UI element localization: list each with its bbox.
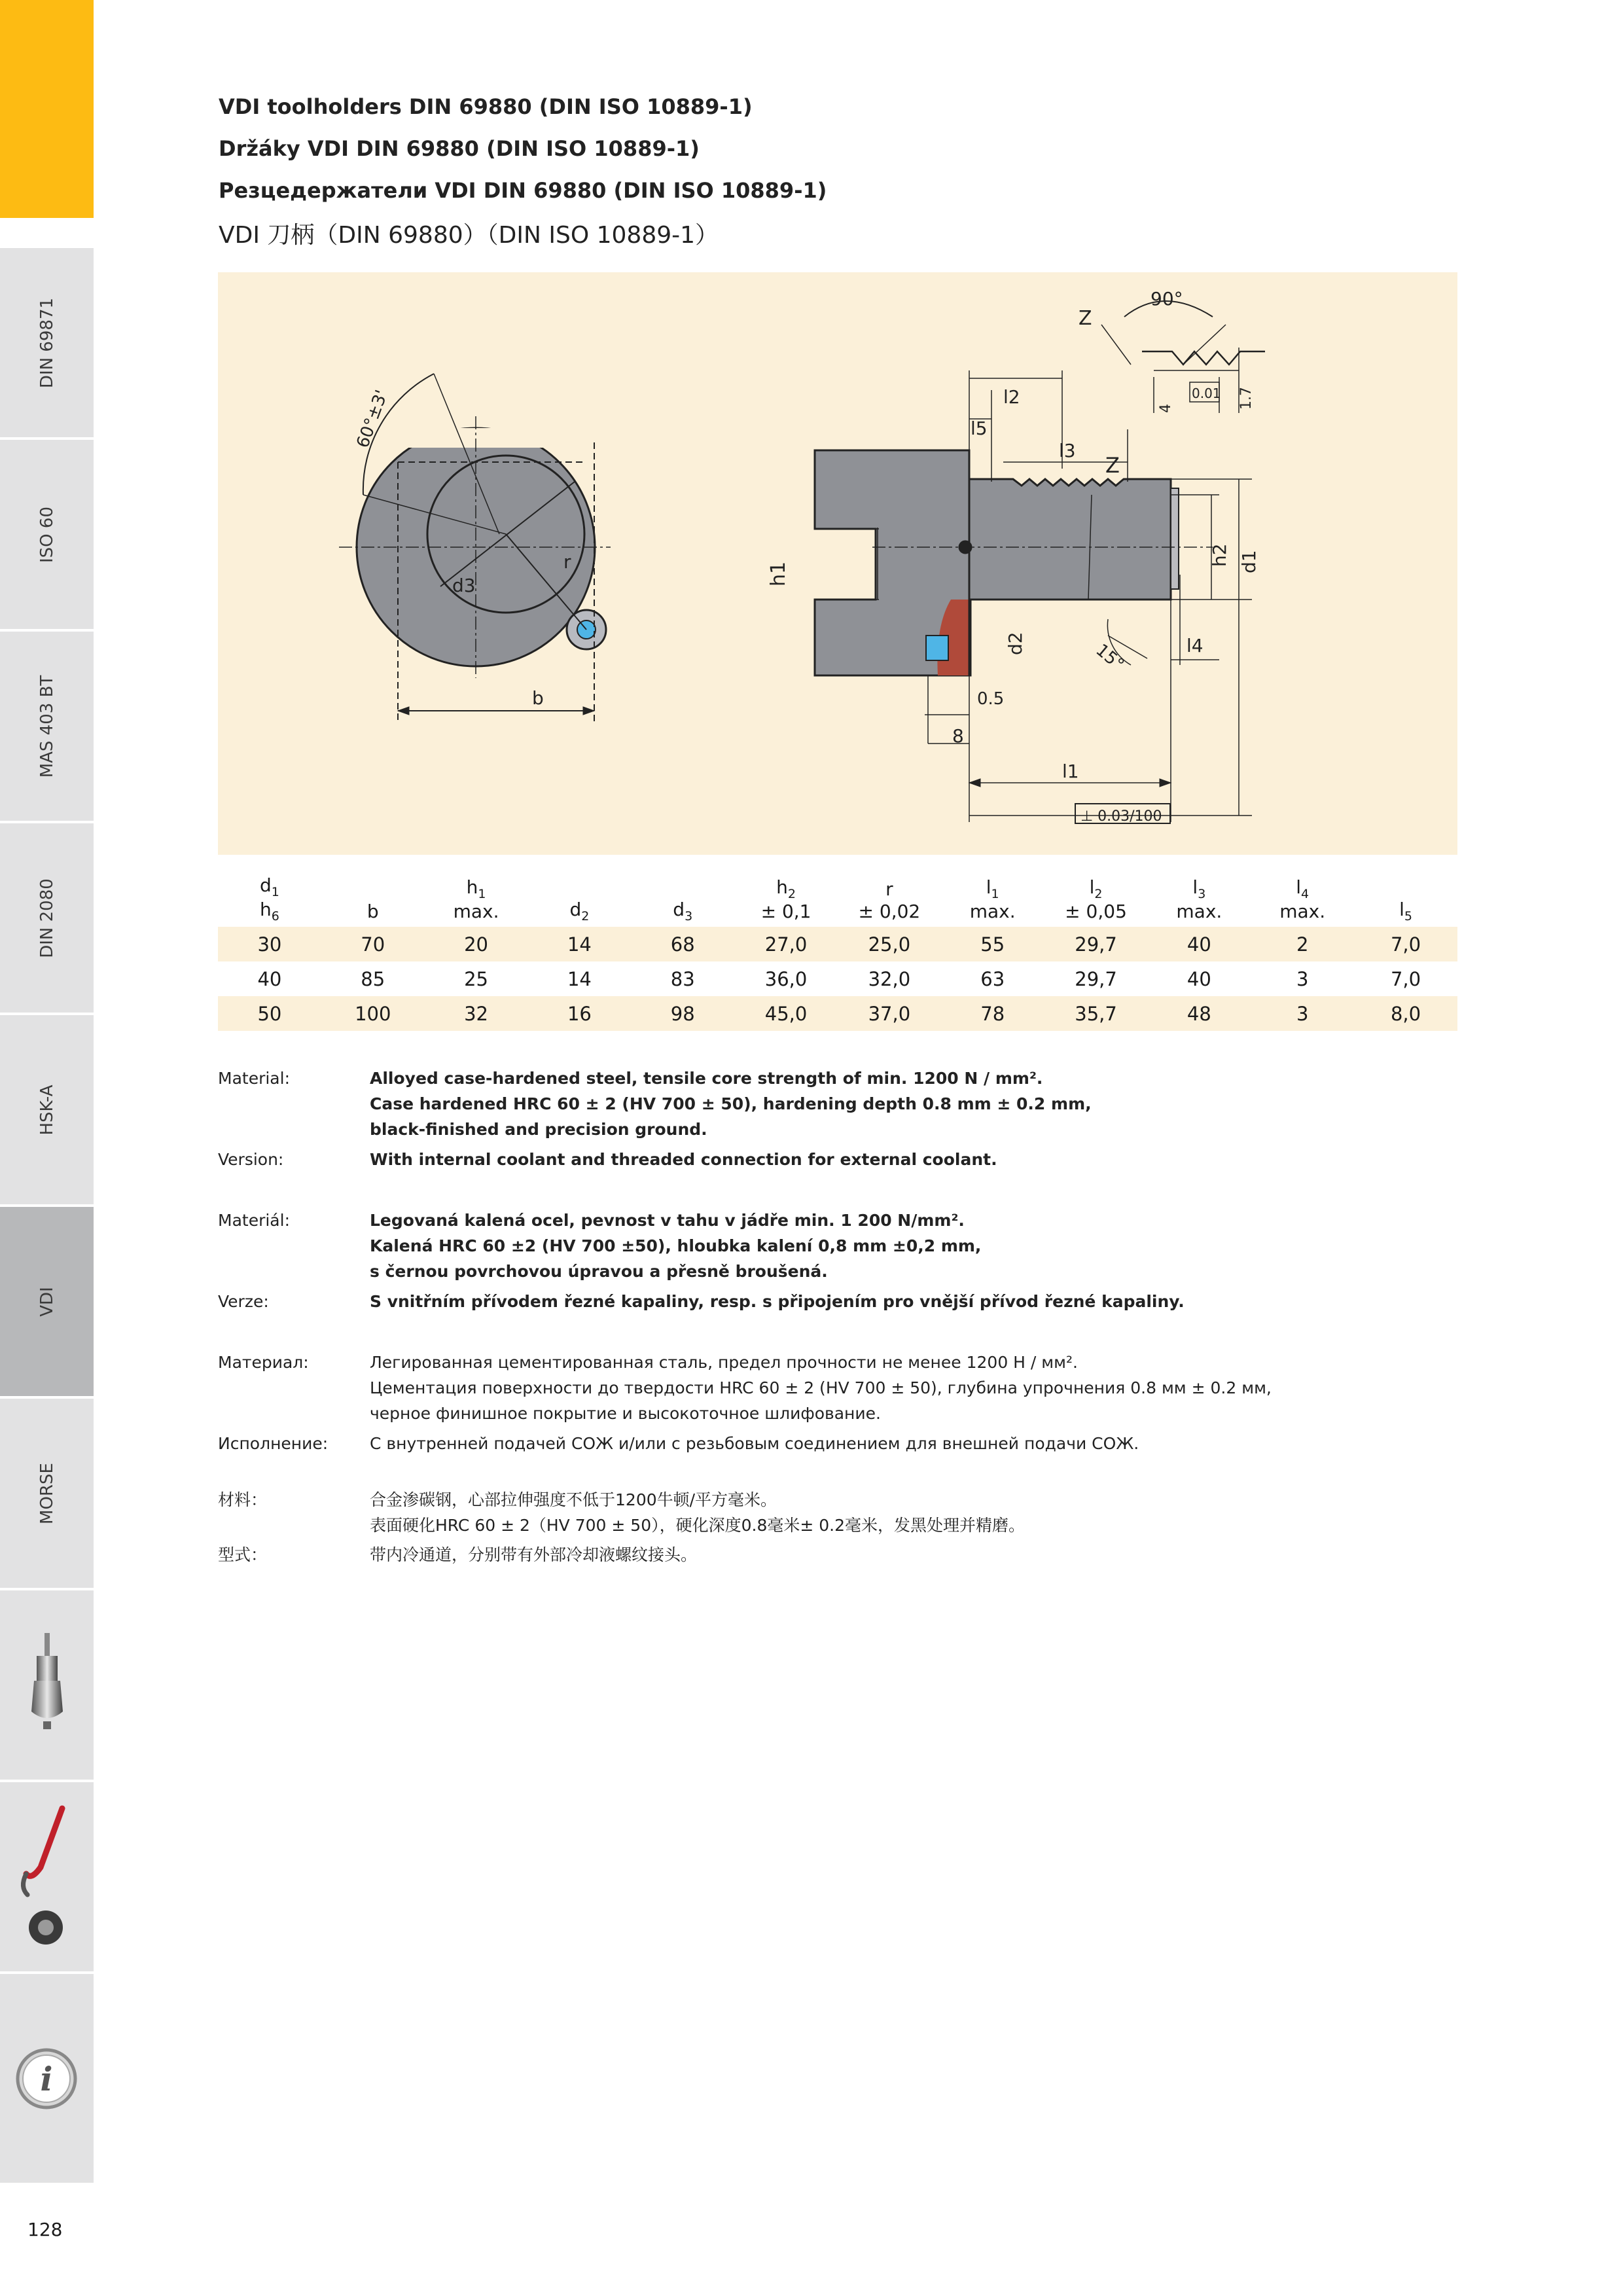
table-cell: 55 xyxy=(941,927,1044,961)
title-english: VDI toolholders DIN 69880 (DIN ISO 10889-1) xyxy=(219,94,753,119)
label-l4: l4 xyxy=(1186,635,1204,656)
sidebar-tab-hook-wrench[interactable] xyxy=(0,1780,94,1971)
material-line: Kalená HRC 60 ±2 (HV 700 ±50), hloubka kalení 0,8 mm ±0,2 mm, xyxy=(370,1236,982,1255)
label-d3: d3 xyxy=(452,575,476,596)
table-cell: 36,0 xyxy=(764,967,808,990)
table-cell: 50 xyxy=(218,996,321,1031)
table-row xyxy=(218,927,1457,961)
table-cell: 2 xyxy=(1251,927,1354,961)
table-cell: 37,0 xyxy=(838,996,941,1031)
header-l2: $l_2$ ± 0,05 xyxy=(1065,876,1127,922)
header-d3: $d_3$ xyxy=(673,899,693,924)
version-text: S vnitřním přívodem řezné kapaliny, resp. s připojením pro vnější přívod řezné kapaliny. xyxy=(370,1292,1185,1311)
label-dim-17: 1.7 xyxy=(1238,387,1255,410)
label-z-side: Z xyxy=(1105,453,1120,478)
table-cell: 29,7 xyxy=(1075,967,1117,990)
drill-chuck-icon xyxy=(0,1590,94,1782)
side-view xyxy=(815,301,1265,823)
sidebar-tab-label: DIN 69871 xyxy=(37,297,57,388)
material-label: 材料： xyxy=(218,1490,268,1509)
table-cell: 83 xyxy=(670,967,695,990)
material-line: s černou povrchovou úpravou a přesně broušená. xyxy=(370,1262,828,1281)
header-r: r ± 0,02 xyxy=(858,878,921,922)
title-russian: Резцедержатели VDI DIN 69880 (DIN ISO 10889-1) xyxy=(219,178,827,203)
sidebar-tab-hsk-a[interactable] xyxy=(0,1013,94,1204)
table-cell: 30 xyxy=(218,927,321,961)
table-cell: 14 xyxy=(567,967,592,990)
label-dim-8: 8 xyxy=(952,725,964,747)
table-cell: 32 xyxy=(425,996,528,1031)
header-l5: $l_5$ xyxy=(1399,899,1412,924)
version-label: Исполнение: xyxy=(218,1434,329,1453)
label-d2: d2 xyxy=(1005,632,1026,655)
table-cell: 40 xyxy=(1186,967,1211,990)
material-line: black-finished and precision ground. xyxy=(370,1120,707,1139)
material-label: Material: xyxy=(218,1069,290,1088)
label-perpendicularity: ⊥ 0.03/100 xyxy=(1080,808,1162,825)
title-chinese: VDI 刀柄（DIN 69880）（DIN ISO 10889-1） xyxy=(219,222,719,249)
table-cell: 40 xyxy=(1147,927,1251,961)
table-cell: 78 xyxy=(941,996,1044,1031)
sidebar-tab-label: VDI xyxy=(37,1286,57,1317)
version-label: Version: xyxy=(218,1150,284,1169)
table-cell: 100 xyxy=(321,996,425,1031)
table-cell: 63 xyxy=(980,967,1005,990)
table-cell: 85 xyxy=(361,967,385,990)
table-cell: 20 xyxy=(425,927,528,961)
sidebar xyxy=(0,0,94,2183)
sidebar-tab-iso-60[interactable] xyxy=(0,438,94,629)
table-cell: 8,0 xyxy=(1354,996,1457,1031)
info-icon xyxy=(0,1974,94,2185)
header-l4: $l_4$ max. xyxy=(1279,876,1326,922)
sidebar-tab-din-2080[interactable] xyxy=(0,821,94,1013)
sidebar-tab-label: ISO 60 xyxy=(37,506,57,563)
version-text: 带内冷通道，分别带有外部冷却液螺纹接头。 xyxy=(370,1545,698,1564)
table-cell: 25,0 xyxy=(838,927,941,961)
label-angle-15: 15° xyxy=(1092,640,1128,675)
table-cell: 70 xyxy=(321,927,425,961)
label-d1: d1 xyxy=(1238,550,1260,573)
label-dim-001: 0.01 xyxy=(1192,386,1221,401)
table-cell: 32,0 xyxy=(868,967,911,990)
sidebar-tab-drill-chuck[interactable] xyxy=(0,1588,94,1780)
material-line: Case hardened HRC 60 ± 2 (HV 700 ± 50), hardening depth 0.8 mm ± 0.2 mm, xyxy=(370,1094,1092,1113)
header-d2: $d_2$ xyxy=(569,899,590,924)
sidebar-tab-din-69871[interactable] xyxy=(0,246,94,437)
label-b: b xyxy=(532,687,544,709)
label-dim-05: 0.5 xyxy=(977,689,1005,709)
material-line: Alloyed case-hardened steel, tensile core strength of min. 1200 N / mm². xyxy=(370,1069,1043,1088)
table-cell: 14 xyxy=(527,927,631,961)
table-cell: 7,0 xyxy=(1354,927,1457,961)
label-l5: l5 xyxy=(971,418,988,439)
material-line: Legovaná kalená ocel, pevnost v tahu v jádře min. 1 200 N/mm². xyxy=(370,1211,965,1230)
sidebar-tab-info[interactable] xyxy=(0,1972,94,2183)
table-cell: 3 xyxy=(1296,967,1309,990)
table-cell: 68 xyxy=(631,927,734,961)
label-l1: l1 xyxy=(1062,761,1079,782)
label-h1: h1 xyxy=(767,561,790,586)
version-text: С внутренней подачей СОЖ и/или с резьбовым соединением для внешней подачи СОЖ. xyxy=(370,1434,1139,1453)
sidebar-tab-label: MORSE xyxy=(37,1462,57,1524)
page-number: 128 xyxy=(27,2219,63,2240)
table-cell: 16 xyxy=(527,996,631,1031)
material-line: 表面硬化HRC 60 ± 2（HV 700 ± 50），硬化深度0.8毫米± 0.2毫米，发黑处理并精磨。 xyxy=(370,1516,1026,1535)
header-d1-h6: $d_1$ $h_6$ xyxy=(259,874,279,924)
table-cell: 45,0 xyxy=(734,996,838,1031)
hook-wrench-icon xyxy=(0,1782,94,1973)
material-line: Цементация поверхности до твердости HRC 60 ± 2 (HV 700 ± 50), глубина упрочнения 0.8 мм ± 0.2 мм, xyxy=(370,1378,1272,1397)
label-dim-4: 4 xyxy=(1158,404,1174,413)
table-cell: 40 xyxy=(257,967,282,990)
technical-drawing-svg xyxy=(218,272,1457,855)
sidebar-tab-morse[interactable] xyxy=(0,1397,94,1588)
version-label: 型式： xyxy=(218,1545,268,1564)
table-cell: 48 xyxy=(1147,996,1251,1031)
material-line: черное финишное покрытие и высокоточное шлифование. xyxy=(370,1404,881,1423)
table-cell: 98 xyxy=(631,996,734,1031)
header-b: b xyxy=(366,901,379,922)
label-z-detail: Z xyxy=(1079,307,1092,330)
label-angle-60: 60°±3' xyxy=(353,387,392,451)
label-l3: l3 xyxy=(1059,440,1076,461)
table-header-row xyxy=(218,861,1457,927)
table-cell: 29,7 xyxy=(1044,927,1148,961)
header-l3: $l_3$ max. xyxy=(1176,876,1222,922)
table-cell: 35,7 xyxy=(1044,996,1148,1031)
svg-text:i: i xyxy=(40,2060,53,2098)
material-label: Материал: xyxy=(218,1353,309,1372)
table-cell: 7,0 xyxy=(1390,967,1421,990)
table-cell: 3 xyxy=(1251,996,1354,1031)
sidebar-tab-label: DIN 2080 xyxy=(37,878,57,958)
table-cell: 27,0 xyxy=(734,927,838,961)
material-line: Легированная цементированная сталь, предел прочности не менее 1200 Н / мм². xyxy=(370,1353,1078,1372)
label-h2: h2 xyxy=(1209,543,1230,567)
sidebar-tab-mas-403-bt[interactable] xyxy=(0,630,94,821)
table-row xyxy=(218,961,1457,996)
sidebar-tab-label: HSK-A xyxy=(37,1085,57,1135)
label-angle-90: 90° xyxy=(1150,288,1183,310)
table-cell: 25 xyxy=(464,967,489,990)
material-line: 合金渗碳钢，心部拉伸强度不低于1200牛顿/平方毫米。 xyxy=(370,1490,777,1509)
technical-drawing xyxy=(218,272,1457,855)
title-czech: Držáky VDI DIN 69880 (DIN ISO 10889-1) xyxy=(219,136,700,161)
header-h2: $h_2$ ± 0,1 xyxy=(760,876,812,922)
header-h1: $h_1$ max. xyxy=(453,876,499,922)
version-label: Verze: xyxy=(218,1292,269,1311)
sidebar-accent-block xyxy=(0,0,94,218)
material-label: Materiál: xyxy=(218,1211,290,1230)
dimension-table xyxy=(218,861,1457,1031)
sidebar-tab-label: MAS 403 BT xyxy=(37,675,57,778)
label-r: r xyxy=(563,551,571,573)
table-row xyxy=(218,996,1457,1031)
header-l1: $l_1$ max. xyxy=(969,876,1016,922)
version-text: With internal coolant and threaded connection for external coolant. xyxy=(370,1150,997,1169)
sidebar-tab-vdi[interactable] xyxy=(0,1205,94,1396)
label-l2: l2 xyxy=(1003,386,1020,408)
